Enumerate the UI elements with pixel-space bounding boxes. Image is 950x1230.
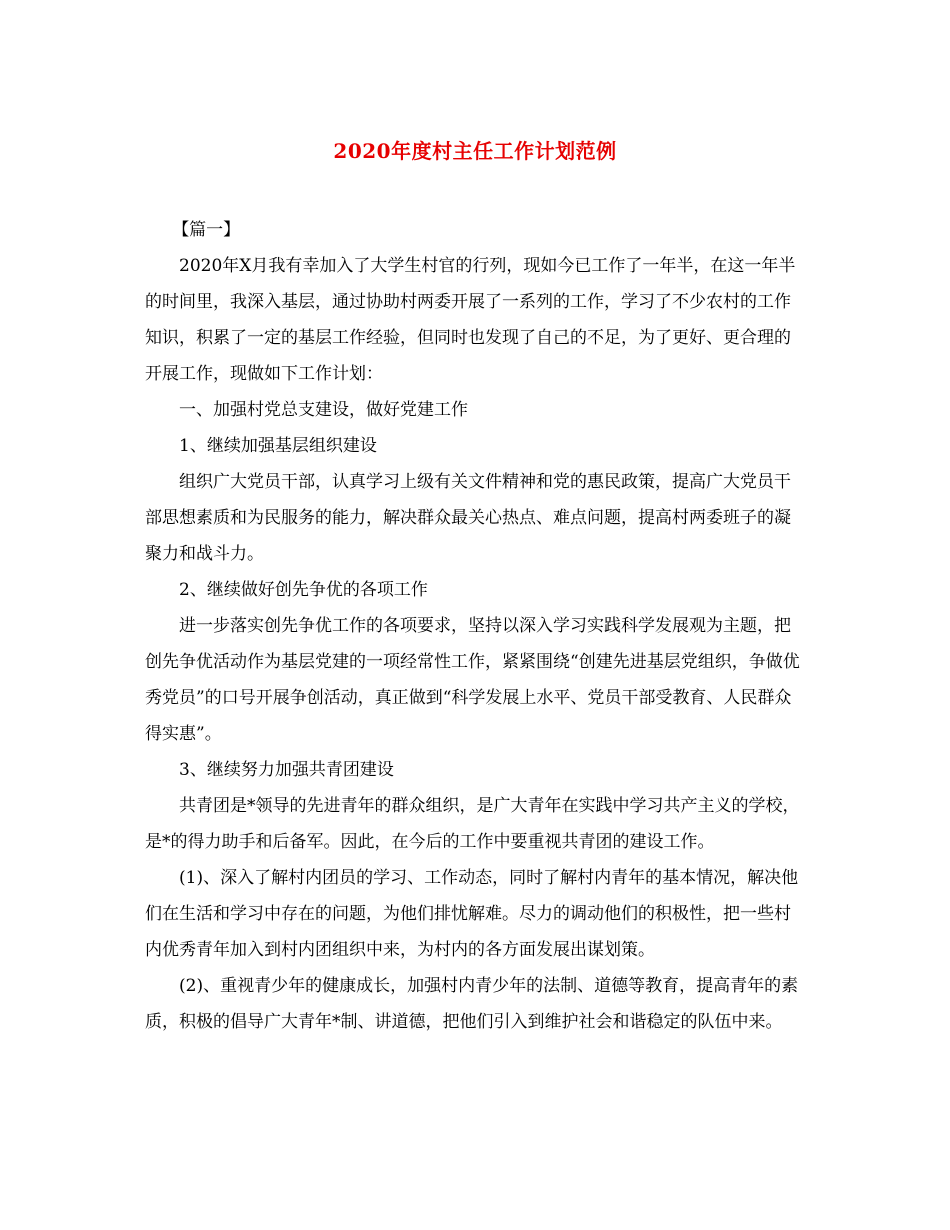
document-body <box>145 212 805 1040</box>
heading-party-building: 一、加强村党总支建设，做好党建工作 <box>179 400 468 420</box>
paragraph-youth-league: 共青团是*领导的先进青年的群众组织，是广大青年在实践中学习共产主义的学校，是*的得力助手和后备军。因此，在今后的工作中要重视共青团的建设工作。 <box>145 796 800 852</box>
subheading-youth-league: 3、继续努力加强共青团建设 <box>179 760 394 780</box>
paragraph-excellence: 进一步落实创先争优工作的各项要求，坚持以深入学习实践科学发展观为主题，把创先争优活动作为基层党建的一项经常性工作，紧紧围绕“创建先进基层党组织，争做优秀党员”的口号开展争创活动，真正做到“科学发展上水平、党员干部受教育、人民群众得实惠”。 <box>145 616 800 744</box>
subheading-excellence: 2、继续做好创先争优的各项工作 <box>179 580 428 600</box>
subheading-organization: 1、继续加强基层组织建设 <box>179 436 377 456</box>
document-title: 2020年度村主任工作计划范例 <box>333 139 617 163</box>
paragraph-item-2: (2)、重视青少年的健康成长，加强村内青少年的法制、道德等教育，提高青年的素质，积极的倡导广大青年*制、讲道德，把他们引入到维护社会和谐稳定的队伍中来。 <box>145 976 799 1032</box>
paragraph-intro: 2020年X月我有幸加入了大学生村官的行列，现如今已工作了一年半，在这一年半的时间里，我深入基层，通过协助村两委开展了一系列的工作，学习了不少农村的工作知识，积累了一定的基层工作经验，但同时也发现了自己的不足，为了更好、更合理的开展工作，现做如下工作计划： <box>145 256 796 384</box>
paragraph-item-1: (1)、深入了解村内团员的学习、工作动态，同时了解村内青年的基本情况，解决他们在生活和学习中存在的问题，为他们排忧解难。尽力的调动他们的积极性，把一些村内优秀青年加入到村内团组织中来，为村内的各方面发展出谋划策。 <box>145 868 799 960</box>
section-heading: 【篇一】 <box>172 220 241 240</box>
paragraph-organization: 组织广大党员干部，认真学习上级有关文件精神和党的惠民政策，提高广大党员干部思想素质和为民服务的能力，解决群众最关心热点、难点问题，提高村两委班子的凝聚力和战斗力。 <box>145 472 791 564</box>
